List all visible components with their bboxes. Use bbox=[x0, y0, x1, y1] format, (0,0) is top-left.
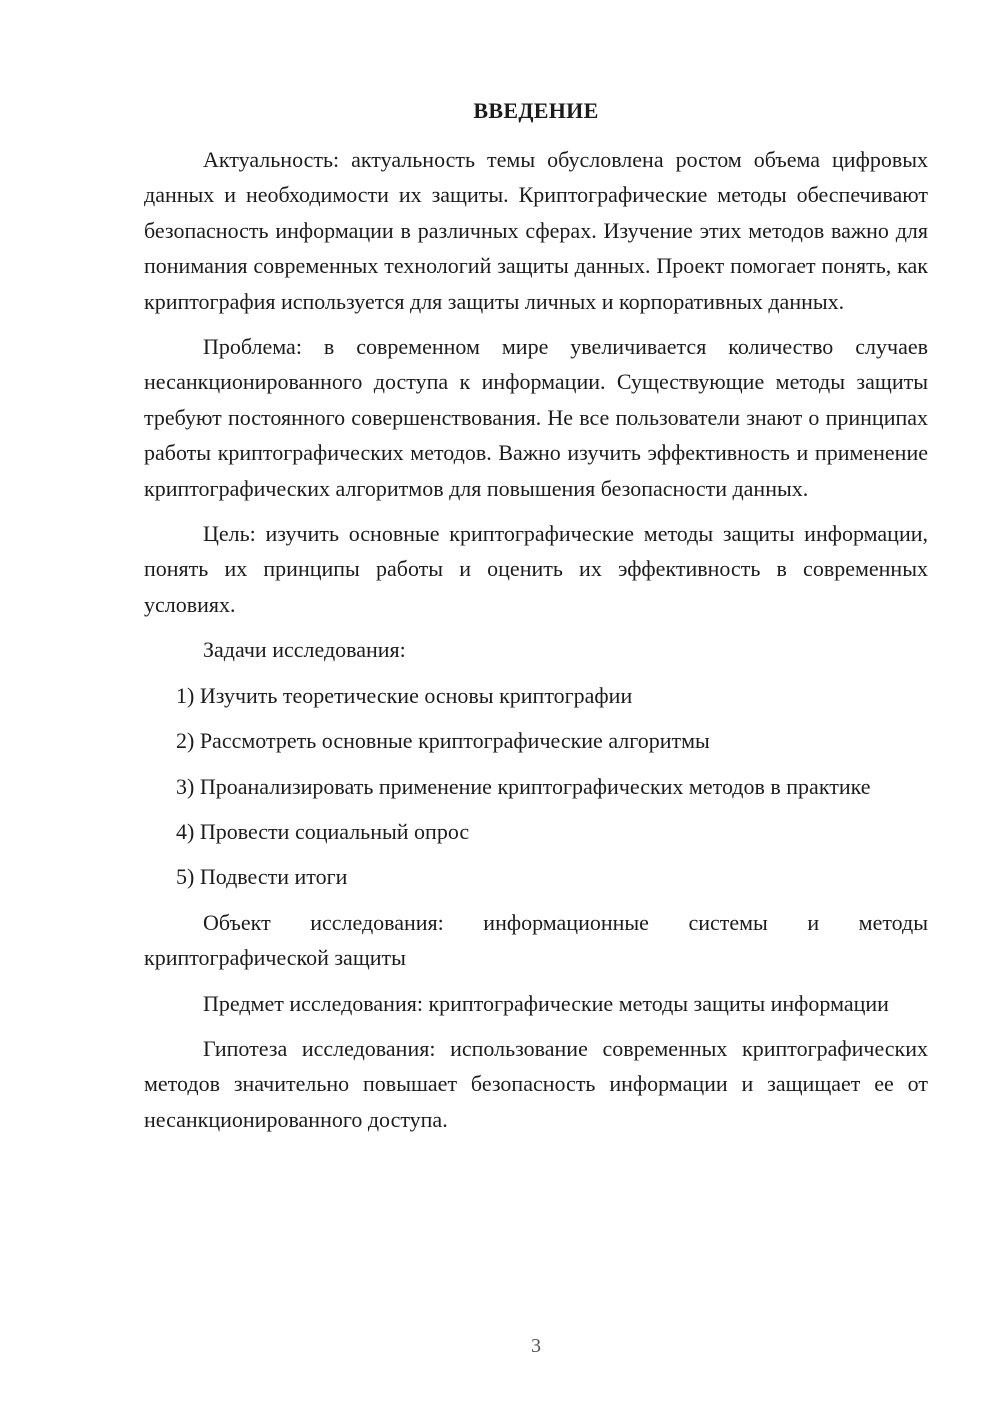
page-title: ВВЕДЕНИЕ bbox=[473, 98, 599, 123]
page-number: 3 bbox=[531, 1335, 541, 1357]
paragraph-problem: Проблема: в современном мире увеличивается количество случаев несанкционированного доступа к информации. Существующие методы защиты требуют постоянного совершенствования. Не все пользователи знают о принципах работы криптографических методов. Важно изучить эффективность и применение криптографических алгоритмов для повышения безопасности данных. bbox=[144, 334, 928, 501]
task-item-4: 4) Провести социальный опрос bbox=[176, 818, 470, 844]
tasks-title: Задачи исследования: bbox=[203, 637, 406, 663]
paragraph-subject: Предмет исследования: криптографические методы защиты информации bbox=[203, 990, 889, 1016]
paragraph-goal: Цель: изучить основные криптографические методы защиты информации, понять их принципы работы и оценить их эффективность в современных условиях. bbox=[144, 521, 928, 617]
document-page bbox=[144, 0, 928, 1414]
paragraph-relevance: Актуальность: актуальность темы обусловлена ростом объема цифровых данных и необходимости их защиты. Криптографические методы обеспечивают безопасность информации в различных сферах. Изучение этих методов важно для понимания современных технологий защиты данных. Проект помогает понять, как криптография используется для защиты личных и корпоративных данных. bbox=[144, 147, 928, 314]
task-item-1: 1) Изучить теоретические основы криптографии bbox=[176, 682, 633, 708]
task-item-3: 3) Проанализировать применение криптографических методов в практике bbox=[176, 773, 871, 799]
task-item-5: 5) Подвести итоги bbox=[176, 864, 348, 890]
document-body bbox=[144, 142, 928, 1147]
task-item-2: 2) Рассмотреть основные криптографические алгоритмы bbox=[176, 728, 710, 754]
paragraph-hypothesis: Гипотеза исследования: использование современных криптографических методов значительно повышает безопасность информации и защищает ее от несанкционированного доступа. bbox=[144, 1035, 928, 1132]
paragraph-object: Объект исследования: информационные системы и методы криптографической защиты bbox=[144, 909, 928, 971]
